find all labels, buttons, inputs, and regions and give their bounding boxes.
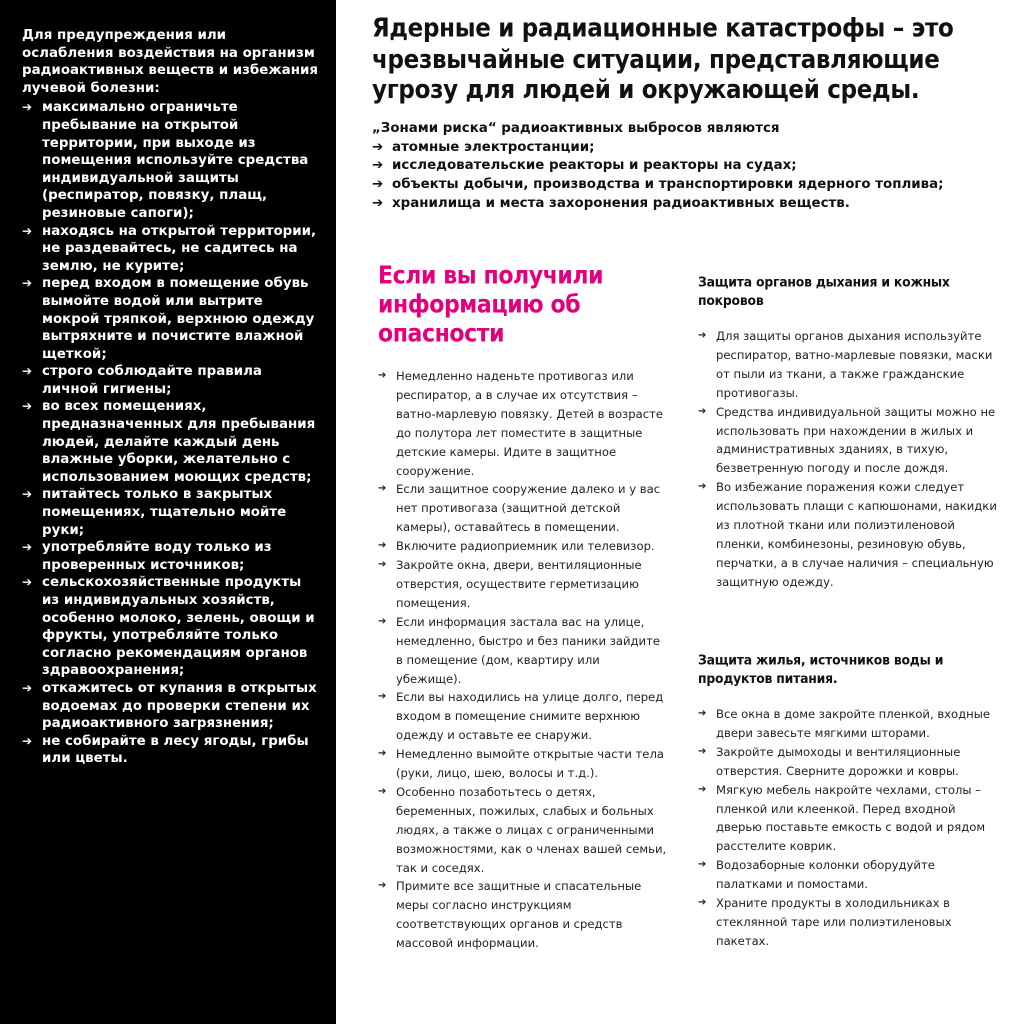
list-item: ➔ питайтесь только в закрытых помещениях, тщательно мойте руки; (22, 487, 287, 538)
arrow-icon: ➔ (22, 100, 33, 115)
list-item: ➔ Мягкую мебель накройте чехлами, столы – пленкой или клеенкой. Перед входной дверью поставьте емкость с водой и рядом расстелите коврик. (698, 782, 986, 854)
respiratory-list (698, 327, 998, 592)
danger-info-list (378, 367, 668, 953)
list-item: ➔ Для защиты органов дыхания используйте респиратор, ватно-марлевые повязки, маски от пыли из ткани, а также гражданские противогазы. (698, 329, 993, 400)
arrow-icon: ➔ (22, 487, 33, 502)
left-panel (0, 0, 336, 1024)
left-panel-intro: Для предупреждения или ослабления воздействия на организм радиоактивных веществ и избежания лучевой болезни: (22, 28, 318, 96)
right-panel (336, 0, 1024, 1024)
danger-info-title: Если вы получили информацию об опасности (378, 262, 604, 349)
list-item: ➔ во всех помещениях, предназначенных для пребывания людей, делайте каждый день влажные уборки, желательно с использованием моющих средств; (22, 399, 316, 485)
list-item: ➔ Закройте дымоходы и вентиляционные отверстия. Сверните дорожки и ковры. (698, 744, 961, 778)
arrow-icon: ➔ (372, 158, 384, 174)
page-title: Ядерные и радиационные катастрофы – это чрезвычайные ситуации, представляющие угрозу для людей и окружающей среды. (372, 14, 954, 105)
danger-info-section (378, 367, 668, 953)
arrow-icon: ➔ (378, 483, 387, 495)
arrow-icon: ➔ (22, 540, 33, 555)
arrow-icon: ➔ (698, 708, 707, 719)
list-item: ➔ Если вы находились на улице долго, перед входом в помещение снимите верхнюю одежду и оставьте ее снаружи. (378, 690, 664, 743)
respiratory-section (698, 327, 998, 592)
arrow-icon: ➔ (22, 276, 33, 291)
arrow-icon: ➔ (698, 330, 707, 341)
risk-zones-intro: „Зонами риска“ радиоактивных выбросов являются (372, 121, 780, 136)
arrow-icon: ➔ (378, 370, 387, 381)
arrow-icon: ➔ (378, 559, 387, 571)
arrow-icon: ➔ (22, 223, 33, 238)
respiratory-title: Защита органов дыхания и кожных покровов (698, 273, 950, 309)
list-item: ➔ Храните продукты в холодильниках в стеклянной таре или полиэтиленовых пакетах. (698, 896, 952, 948)
left-panel-list (22, 99, 318, 768)
list-item: ➔ атомные электростанции; (372, 139, 992, 158)
list-item: ➔ исследовательские реакторы и реакторы на судах; (372, 157, 992, 176)
arrow-icon: ➔ (22, 399, 33, 414)
arrow-icon: ➔ (372, 177, 384, 193)
list-item: ➔ находясь на открытой территории, не раздевайтесь, не садитесь на землю, не курите; (22, 223, 317, 274)
arrow-icon: ➔ (698, 405, 707, 417)
arrow-icon: ➔ (378, 785, 387, 797)
arrow-icon: ➔ (372, 139, 384, 155)
arrow-icon: ➔ (378, 540, 387, 552)
risk-zones (372, 120, 992, 214)
arrow-icon: ➔ (22, 733, 33, 748)
arrow-icon: ➔ (378, 880, 387, 892)
list-item: ➔ Все окна в доме закройте пленкой, входные двери завесьте мягкими шторами. (698, 707, 991, 740)
list-item: ➔ Водозаборные колонки оборудуйте палатками и помостами. (698, 858, 935, 892)
list-item: ➔ употребляйте воду только из проверенных источников; (22, 540, 272, 573)
list-item: ➔ Немедленно наденьте противогаз или респиратор, а в случае их отсутствия – ватно-марлевую повязку. Детей в возрасте до полутора лет поместите в защитные детские камеры. Идите в защитное сооружение. (378, 369, 663, 478)
list-item: ➔ Включите радиоприемник или телевизор. (378, 537, 668, 556)
list-item: ➔ Немедленно вымойте открытые части тела (руки, лицо, шею, волосы и т.д.). (378, 747, 664, 781)
risk-zones-list (372, 139, 992, 214)
list-item: ➔ Примите все защитные и спасательные меры согласно инструкциям соответствующих органов и средств массовой информации. (378, 879, 642, 951)
housing-title: Защита жилья, источников воды и продуктов питания. (698, 651, 944, 687)
list-item: ➔ перед входом в помещение обувь вымойте водой или вытрите мокрой тряпкой, верхнюю одежду вытряхните и почистите влажной щеткой; (22, 276, 315, 362)
arrow-icon: ➔ (378, 615, 387, 627)
arrow-icon: ➔ (378, 691, 387, 703)
list-item: ➔ Особенно позаботьтесь о детях, беременных, пожилых, слабых и больных людях, а также о лицах с ограниченными возможностями, как о членах вашей семьи, так и соседях. (378, 784, 667, 875)
list-item: ➔ хранилища и места захоронения радиоактивных веществ. (372, 195, 992, 214)
arrow-icon: ➔ (698, 783, 707, 795)
arrow-icon: ➔ (22, 575, 33, 590)
list-item: ➔ Если информация застала вас на улице, немедленно, быстро и без паники зайдите в помещение (дом, квартиру или убежище). (378, 614, 660, 686)
arrow-icon: ➔ (698, 897, 707, 909)
list-item: ➔ Если защитное сооружение далеко и у вас нет противогаза (защитной детской камеры), оставайтесь в помещении. (378, 482, 661, 535)
arrow-icon: ➔ (378, 748, 387, 760)
list-item: ➔ Закройте окна, двери, вентиляционные отверстия, осуществите герметизацию помещения. (378, 558, 642, 610)
housing-list (698, 705, 998, 951)
arrow-icon: ➔ (698, 859, 707, 871)
list-item: ➔ Средства индивидуальной защиты можно не использовать при нахождении в жилых и административных зданиях, в тихую, безветренную погоду и после дождя. (698, 404, 996, 476)
arrow-icon: ➔ (22, 364, 33, 379)
list-item: ➔ откажитесь от купания в открытых водоемах до проверки степени их радиоактивного загрязнения; (22, 680, 317, 732)
list-item: ➔ объекты добычи, производства и транспортировки ядерного топлива; (372, 176, 992, 195)
housing-section (698, 705, 998, 951)
arrow-icon: ➔ (698, 481, 707, 493)
arrow-icon: ➔ (698, 745, 707, 757)
list-item: ➔ сельскохозяйственные продукты из индивидуальных хозяйств, особенно молоко, зелень, овощи и фрукты, употребляйте только согласно рекомендациям органов здравоохранения; (22, 575, 315, 679)
list-item: ➔ строго соблюдайте правила личной гигиены; (22, 364, 262, 397)
list-item: ➔ максимально ограничьте пребывание на открытой территории, при выходе из помещения используйте средства индивидуальной защиты (респиратор, повязку, плащ, резиновые сапоги); (22, 100, 309, 221)
arrow-icon: ➔ (22, 680, 33, 695)
list-item: ➔ не собирайте в лесу ягоды, грибы или цветы. (22, 733, 309, 767)
list-item: ➔ Во избежание поражения кожи следует использовать плащи с капюшонами, накидки из плотной ткани или полиэтиленовой пленки, комбинезоны, резиновую обувь, перчатки, а в случае наличия – специальную защитную одежду. (698, 480, 997, 589)
arrow-icon: ➔ (372, 195, 384, 211)
